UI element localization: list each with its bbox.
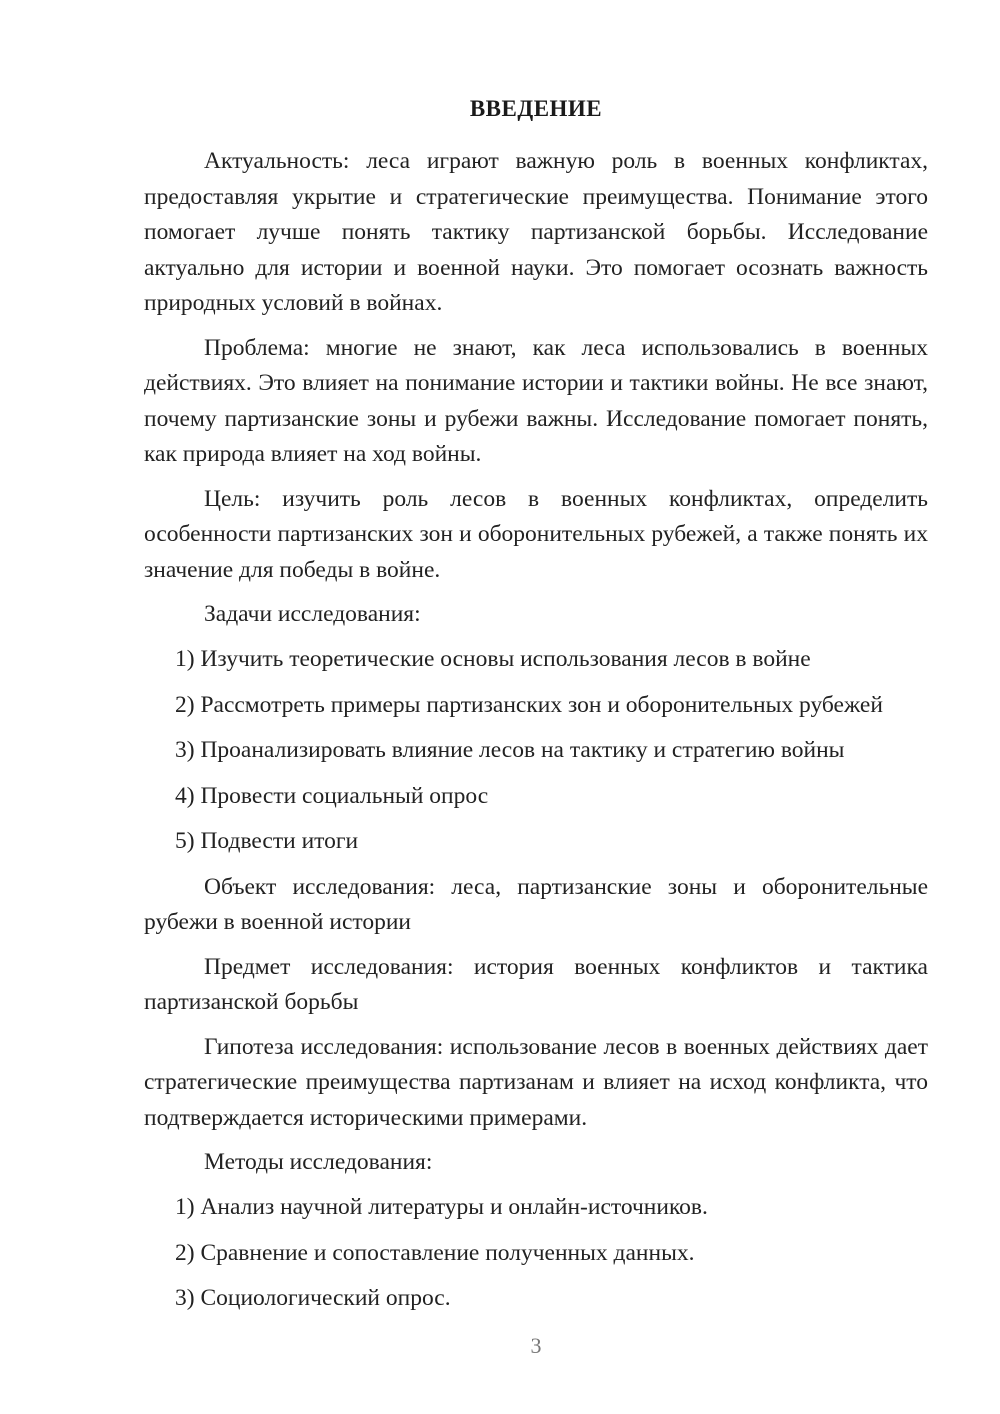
task-item: 3) Проанализировать влияние лесов на тактику и стратегию войны: [175, 737, 845, 763]
method-item: 3) Социологический опрос.: [175, 1285, 451, 1311]
page-title: ВВЕДЕНИЕ: [469, 96, 603, 121]
task-item: 2) Рассмотреть примеры партизанских зон и оборонительных рубежей: [175, 691, 883, 718]
method-item: 2) Сравнение и сопоставление полученных данных.: [175, 1239, 695, 1266]
methods-heading: Методы исследования:: [204, 1149, 433, 1175]
task-item: 4) Провести социальный опрос: [175, 782, 489, 809]
hypothesis-paragraph: Гипотеза исследования: использование лесов в военных действиях дает стратегические преимущества партизанам и влияет на исход конфликта, что подтверждается историческими примерами.: [144, 1033, 928, 1131]
task-item: 5) Подвести итоги: [175, 828, 359, 854]
task-item: 1) Изучить теоретические основы использования лесов в войне: [175, 646, 811, 672]
relevance-paragraph: Актуальность: леса играют важную роль в военных конфликтах, предоставляя укрытие и стратегические преимущества. Понимание этого помогает лучше понять тактику партизанской борьбы. Исследование актуально для истории и военной науки. Это помогает осознать важность природных условий в войнах.: [144, 148, 928, 316]
document-body: [144, 144, 928, 1327]
goal-paragraph: Цель: изучить роль лесов в военных конфликтах, определить особенности партизанских зон и оборонительных рубежей, а также понять их значение для победы в войне.: [144, 485, 928, 583]
tasks-heading: Задачи исследования:: [204, 601, 421, 627]
problem-paragraph: Проблема: многие не знают, как леса использовались в военных действиях. Это влияет на понимание истории и тактики войны. Не все знают, почему партизанские зоны и рубежи важны. Исследование помогает понять, как природа влияет на ход войны.: [144, 334, 928, 467]
subject-paragraph: Предмет исследования: история военных конфликтов и тактика партизанской борьбы: [144, 953, 928, 1015]
method-item: 1) Анализ научной литературы и онлайн-источников.: [175, 1194, 708, 1220]
page-number: 3: [530, 1333, 542, 1358]
object-paragraph: Объект исследования: леса, партизанские зоны и оборонительные рубежи в военной истории: [144, 873, 928, 935]
